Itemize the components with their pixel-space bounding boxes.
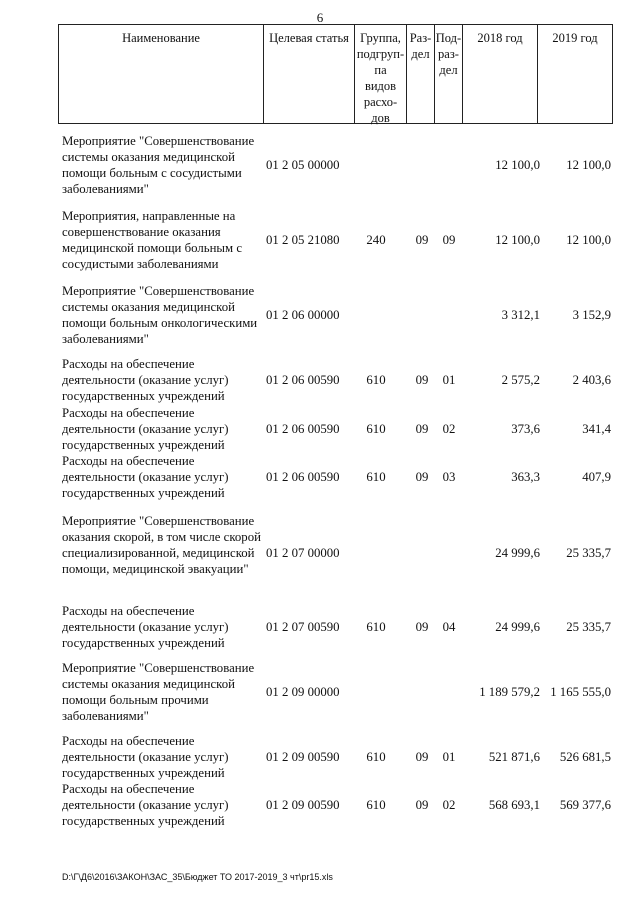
row-value-2018: 12 100,0 bbox=[495, 158, 540, 172]
row-value-2019: 341,4 bbox=[582, 422, 611, 436]
row-target-code: 01 2 05 21080 bbox=[266, 233, 340, 247]
row-name: Расходы на обеспечение деятельности (оказание услуг) государственных учреждений bbox=[62, 406, 229, 452]
header-group bbox=[355, 25, 407, 123]
row-value-2018: 521 871,6 bbox=[488, 750, 540, 764]
header-group-line: подгруп- bbox=[356, 47, 405, 61]
row-section: 09 bbox=[415, 750, 429, 764]
header-target: Целевая статья bbox=[264, 25, 355, 123]
header-subsection-line: дел bbox=[439, 63, 458, 77]
table-header bbox=[58, 24, 613, 124]
row-subsection: 01 bbox=[442, 750, 456, 764]
header-group-line: Группа, bbox=[360, 31, 401, 45]
row-section: 09 bbox=[415, 470, 429, 484]
row-group: 610 bbox=[366, 422, 386, 436]
row-subsection: 01 bbox=[442, 373, 456, 387]
row-subsection: 04 bbox=[442, 620, 456, 634]
row-section: 09 bbox=[415, 620, 429, 634]
row-subsection: 02 bbox=[442, 798, 456, 812]
row-value-2018: 3 312,1 bbox=[501, 308, 540, 322]
row-value-2018: 24 999,6 bbox=[495, 620, 540, 634]
header-name: Наименование bbox=[59, 25, 264, 123]
row-group: 610 bbox=[366, 620, 386, 634]
row-target-code: 01 2 09 00590 bbox=[266, 750, 340, 764]
row-section: 09 bbox=[415, 233, 429, 247]
row-value-2018: 1 189 579,2 bbox=[479, 685, 540, 699]
header-section bbox=[407, 25, 435, 123]
row-name: Расходы на обеспечение деятельности (оказание услуг) государственных учреждений bbox=[62, 357, 229, 403]
row-value-2019: 407,9 bbox=[582, 470, 611, 484]
row-target-code: 01 2 06 00000 bbox=[266, 308, 340, 322]
header-group-line: расхо- bbox=[363, 95, 398, 109]
row-value-2018: 373,6 bbox=[511, 422, 540, 436]
header-section-line: Раз- bbox=[409, 31, 432, 45]
row-name: Мероприятия, направленные на совершенствование оказания медицинской помощи больным с сосудистыми заболеваниями bbox=[62, 209, 242, 271]
row-target-code: 01 2 07 00590 bbox=[266, 620, 340, 634]
row-name: Мероприятие "Совершенствование системы оказания медицинской помощи больным онкологическими заболеваниями" bbox=[62, 284, 258, 346]
row-value-2018: 568 693,1 bbox=[488, 798, 540, 812]
row-value-2019: 12 100,0 bbox=[566, 233, 611, 247]
header-2019: 2019 год bbox=[552, 31, 598, 45]
header-group-line: дов bbox=[371, 111, 390, 125]
row-name: Расходы на обеспечение деятельности (оказание услуг) государственных учреждений bbox=[62, 604, 229, 650]
row-group: 610 bbox=[366, 470, 386, 484]
file-path-footer: D:\Г\Д6\2016\ЗАКОН\ЗАС_35\Бюджет ТО 2017-2019_3 чт\pr15.xls bbox=[62, 872, 333, 882]
row-target-code: 01 2 06 00590 bbox=[266, 470, 340, 484]
header-subsection bbox=[435, 25, 463, 123]
row-value-2019: 3 152,9 bbox=[572, 308, 611, 322]
header-section-line: дел bbox=[411, 47, 430, 61]
row-section: 09 bbox=[415, 422, 429, 436]
row-value-2019: 1 165 555,0 bbox=[550, 685, 611, 699]
row-name: Расходы на обеспечение деятельности (оказание услуг) государственных учреждений bbox=[62, 782, 229, 828]
header-subsection-line: Под- bbox=[435, 31, 462, 45]
row-value-2019: 2 403,6 bbox=[572, 373, 611, 387]
header-subsection-line: раз- bbox=[438, 47, 459, 61]
row-group: 610 bbox=[366, 750, 386, 764]
page-number: 6 bbox=[316, 10, 324, 25]
row-target-code: 01 2 05 00000 bbox=[266, 158, 340, 172]
row-value-2018: 12 100,0 bbox=[495, 233, 540, 247]
row-value-2019: 12 100,0 bbox=[566, 158, 611, 172]
row-target-code: 01 2 07 00000 bbox=[266, 546, 340, 560]
header-group-line: па bbox=[374, 63, 387, 77]
row-name: Мероприятие "Совершенствование оказания скорой, в том числе скорой специализированной, медицинской помощи, медицинской эвакуации" bbox=[62, 514, 261, 576]
row-value-2019: 526 681,5 bbox=[559, 750, 611, 764]
row-name: Расходы на обеспечение деятельности (оказание услуг) государственных учреждений bbox=[62, 734, 229, 780]
row-value-2018: 363,3 bbox=[511, 470, 540, 484]
row-value-2018: 2 575,2 bbox=[501, 373, 540, 387]
row-group: 240 bbox=[366, 233, 386, 247]
row-target-code: 01 2 09 00000 bbox=[266, 685, 340, 699]
row-name: Мероприятие "Совершенствование системы оказания медицинской помощи больным с сосудистыми заболеваниями" bbox=[62, 134, 255, 196]
row-name: Расходы на обеспечение деятельности (оказание услуг) государственных учреждений bbox=[62, 454, 229, 500]
row-section: 09 bbox=[415, 798, 429, 812]
header-2018: 2018 год bbox=[463, 25, 538, 123]
row-value-2019: 569 377,6 bbox=[559, 798, 611, 812]
row-section: 09 bbox=[415, 373, 429, 387]
row-group: 610 bbox=[366, 373, 386, 387]
row-target-code: 01 2 06 00590 bbox=[266, 422, 340, 436]
row-name: Мероприятие "Совершенствование системы оказания медицинской помощи больным прочими заболеваниями" bbox=[62, 661, 255, 723]
row-subsection: 02 bbox=[442, 422, 456, 436]
row-group: 610 bbox=[366, 798, 386, 812]
header-group-line: видов bbox=[364, 79, 397, 93]
row-target-code: 01 2 09 00590 bbox=[266, 798, 340, 812]
row-subsection: 09 bbox=[442, 233, 456, 247]
row-subsection: 03 bbox=[442, 470, 456, 484]
row-value-2018: 24 999,6 bbox=[495, 546, 540, 560]
row-value-2019: 25 335,7 bbox=[566, 620, 611, 634]
row-target-code: 01 2 06 00590 bbox=[266, 373, 340, 387]
row-value-2019: 25 335,7 bbox=[566, 546, 611, 560]
